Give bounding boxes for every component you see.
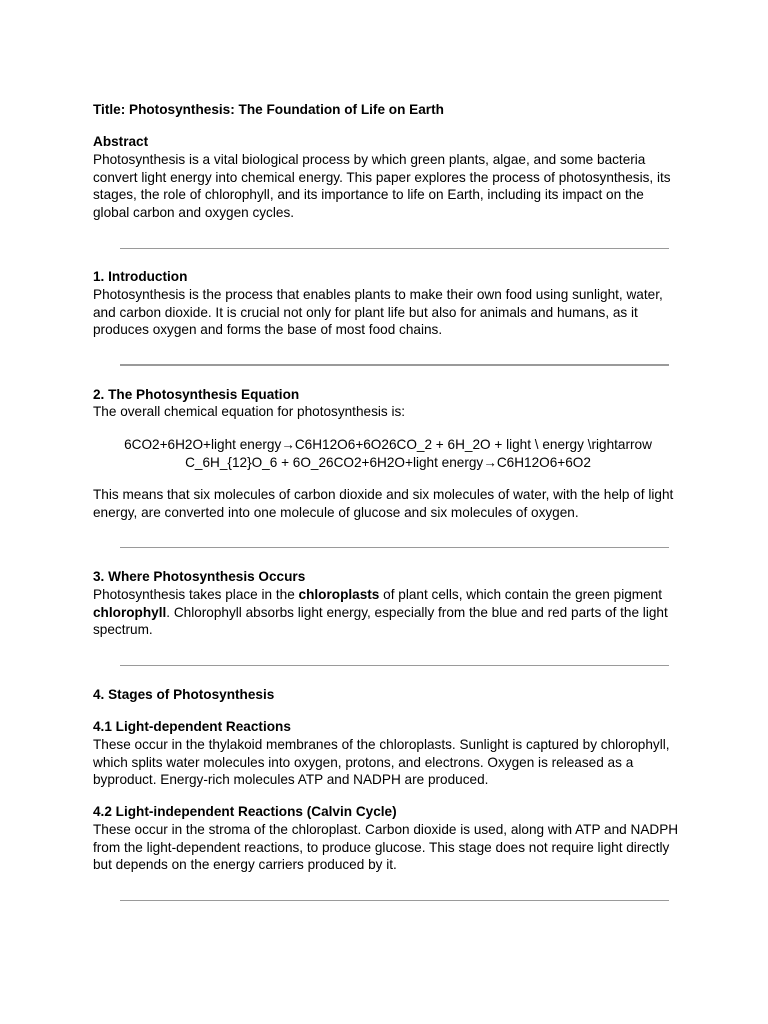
light-dependent-heading: 4.1 Light-dependent Reactions (93, 719, 291, 734)
equation-line-1: 6CO2+6H2O+light energy→C6H12O6+6O26CO_2 + 6H_2O + light \ energy \rightarrow (124, 437, 652, 452)
section-divider (120, 547, 669, 548)
calvin-cycle-heading: 4.2 Light-independent Reactions (Calvin Cycle) (93, 804, 397, 819)
calvin-cycle-text: These occur in the stroma of the chloroplast. Carbon dioxide is used, along with ATP and NADPH from the light-dependent reactions, to produce glucose. This stage does not require light directly but depends on the energy carriers produced by it. (93, 822, 679, 873)
introduction-heading: 1. Introduction (93, 269, 188, 284)
document-title: Title: Photosynthesis: The Foundation of Life on Earth (93, 102, 444, 117)
equation-intro: The overall chemical equation for photosynthesis is: (93, 404, 406, 419)
abstract-text: Photosynthesis is a vital biological process by which green plants, algae, and some bacteria convert light energy into chemical energy. This paper explores the process of photosynthesis, its stages, the role of chlorophyll, and its importance to life on Earth, including its impact on the global carbon and oxygen cycles. (93, 152, 671, 221)
section-divider (120, 248, 669, 249)
equation-explanation: This means that six molecules of carbon dioxide and six molecules of water, with the help of light energy, are converted into one molecule of glucose and six molecules of oxygen. (93, 487, 674, 520)
section-divider (120, 900, 669, 901)
chloroplasts-term: chloroplasts (298, 587, 380, 602)
equation-line-2: C_6H_{12}O_6 + 6O_26CO2+6H2O+light energy→C6H12O6+6O2 (185, 455, 591, 470)
light-dependent-text: These occur in the thylakoid membranes of the chloroplasts. Sunlight is captured by chlorophyll, which splits water molecules into oxygen, protons, and electrons. Oxygen is released as a byproduct. Energy-rich molecules ATP and NADPH are produced. (93, 737, 670, 788)
where-text (93, 586, 683, 639)
where-text-part: of plant cells, which contain the green pigment (379, 587, 662, 602)
abstract-heading: Abstract (93, 134, 149, 149)
equation-heading: 2. The Photosynthesis Equation (93, 387, 300, 402)
where-heading: 3. Where Photosynthesis Occurs (93, 569, 306, 584)
where-text-part: Photosynthesis takes place in the (93, 587, 299, 602)
where-text-part: . Chlorophyll absorbs light energy, especially from the blue and red parts of the light spectrum. (93, 604, 668, 638)
stages-heading: 4. Stages of Photosynthesis (93, 687, 275, 702)
chlorophyll-term: chlorophyll (93, 604, 167, 620)
section-divider (120, 665, 669, 666)
section-divider (120, 364, 669, 366)
introduction-text: Photosynthesis is the process that enables plants to make their own food using sunlight, water, and carbon dioxide. It is crucial not only for plant life but also for animals and humans, as it produces oxygen and forms the base of most food chains. (93, 287, 663, 338)
